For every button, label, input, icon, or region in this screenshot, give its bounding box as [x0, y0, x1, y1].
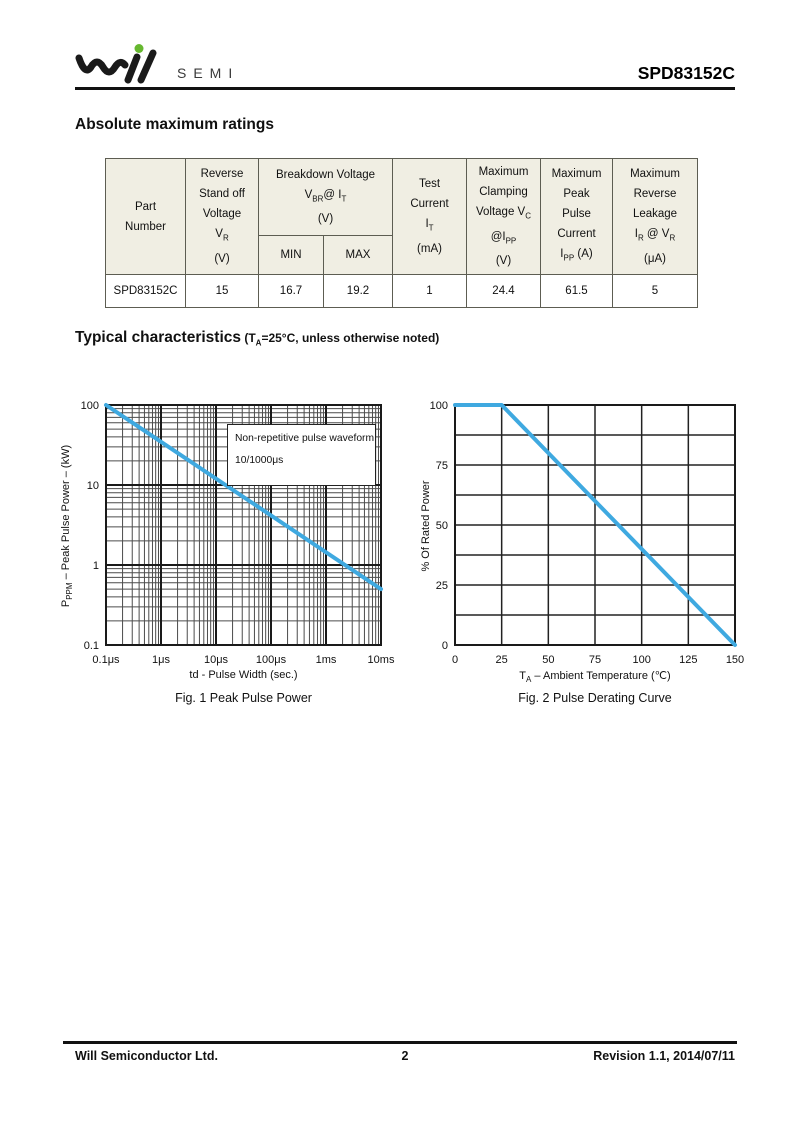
svg-text:100: 100 [632, 654, 651, 666]
svg-text:0.1μs: 0.1μs [92, 654, 120, 666]
svg-text:50: 50 [542, 654, 555, 666]
fig1-y-axis-label: $P_{PPM}$ – Peak Pulse Power – (kW) [60, 444, 75, 608]
col-header-reverse-standoff: Reverse Stand off Voltage $V_R$ (V) [186, 159, 259, 275]
svg-text:100: 100 [80, 400, 99, 412]
svg-text:0.1: 0.1 [83, 640, 99, 652]
abs-max-ratings-heading: Absolute maximum ratings [75, 116, 274, 133]
page-header [75, 42, 735, 86]
fig1-annotation-line1: Non-repetitive pulse waveform [235, 433, 375, 444]
fig2-caption: Fig. 2 Pulse Derating Curve [518, 691, 672, 705]
fig1-peak-pulse-power-chart [56, 397, 401, 717]
typical-characteristics-heading [75, 329, 439, 347]
footer-rule [63, 1041, 737, 1044]
svg-text:10: 10 [86, 480, 99, 492]
svg-text:10ms: 10ms [367, 654, 395, 666]
fig2-x-axis-label: $T_A$ – Ambient Temperature (℃) [519, 670, 671, 685]
svg-text:125: 125 [679, 654, 698, 666]
brand-semi-label: SEMI [177, 65, 240, 81]
cell-clamping-voltage: 24.4 [467, 275, 541, 308]
footer-revision: Revision 1.1, 2014/07/11 [593, 1049, 735, 1063]
cell-reverse-standoff: 15 [186, 275, 259, 308]
typical-characteristics-title: Typical characteristics [75, 329, 241, 346]
svg-text:0: 0 [451, 654, 459, 666]
cell-peak-pulse-current: 61.5 [541, 275, 613, 308]
svg-text:75: 75 [435, 460, 448, 472]
cell-part-number: SPD83152C [106, 275, 186, 308]
header-rule [75, 87, 735, 90]
svg-text:25: 25 [495, 654, 508, 666]
svg-text:100: 100 [429, 400, 448, 412]
table-row [106, 275, 698, 308]
svg-text:100μs: 100μs [255, 654, 287, 666]
cell-reverse-leakage: 5 [613, 275, 698, 308]
svg-text:1ms: 1ms [315, 654, 337, 666]
fig2-plot-svg [410, 397, 755, 669]
absolute-maximum-ratings-table [105, 158, 698, 308]
fig2-y-axis-label: % Of Rated Power [420, 480, 432, 572]
svg-text:50: 50 [435, 520, 448, 532]
fig2-pulse-derating-chart [410, 397, 755, 717]
col-header-part-number: Part Number [106, 159, 186, 275]
part-number-title: SPD83152C [637, 63, 735, 83]
cell-test-current: 1 [393, 275, 467, 308]
typical-characteristics-condition: ($T_A=25^\circ C$, unless otherwise noted) [241, 331, 440, 348]
will-logo-icon [75, 44, 167, 84]
col-header-clamping-voltage: Maximum Clamping Voltage $V_C$ $@I_{PP}$ (V) [467, 159, 541, 275]
footer-page-number: 2 [401, 1049, 409, 1063]
fig1-annotation-box [227, 424, 376, 486]
svg-text:10μs: 10μs [203, 654, 229, 666]
svg-text:1μs: 1μs [152, 654, 170, 666]
fig1-caption: Fig. 1 Peak Pulse Power [175, 691, 312, 705]
fig1-x-axis-label: td - Pulse Width (sec.) [189, 669, 298, 681]
svg-text:25: 25 [435, 580, 448, 592]
svg-text:1: 1 [92, 560, 99, 572]
col-header-test-current: Test Current $I_T$ (mA) [393, 159, 467, 275]
svg-text:150: 150 [725, 654, 745, 666]
col-header-max: MAX [324, 236, 393, 275]
cell-breakdown-min: 16.7 [259, 275, 324, 308]
svg-text:0: 0 [441, 640, 448, 652]
col-header-breakdown-voltage: Breakdown Voltage $V_{BR}@$ $I_T$ (V) [259, 159, 393, 236]
col-header-peak-pulse-current: Maximum Peak Pulse Current $I_{PP}$ (A) [541, 159, 613, 275]
cell-breakdown-max: 19.2 [324, 275, 393, 308]
col-header-reverse-leakage: Maximum Reverse Leakage $I_R$ @ $V_R$ (μA) [613, 159, 698, 275]
col-header-min: MIN [259, 236, 324, 275]
footer-company: Will Semiconductor Ltd. [75, 1049, 218, 1063]
svg-text:75: 75 [588, 654, 602, 666]
fig1-annotation-line2: 10/1000μs [235, 455, 284, 466]
brand [75, 44, 239, 84]
logo-green-dot [135, 44, 144, 53]
